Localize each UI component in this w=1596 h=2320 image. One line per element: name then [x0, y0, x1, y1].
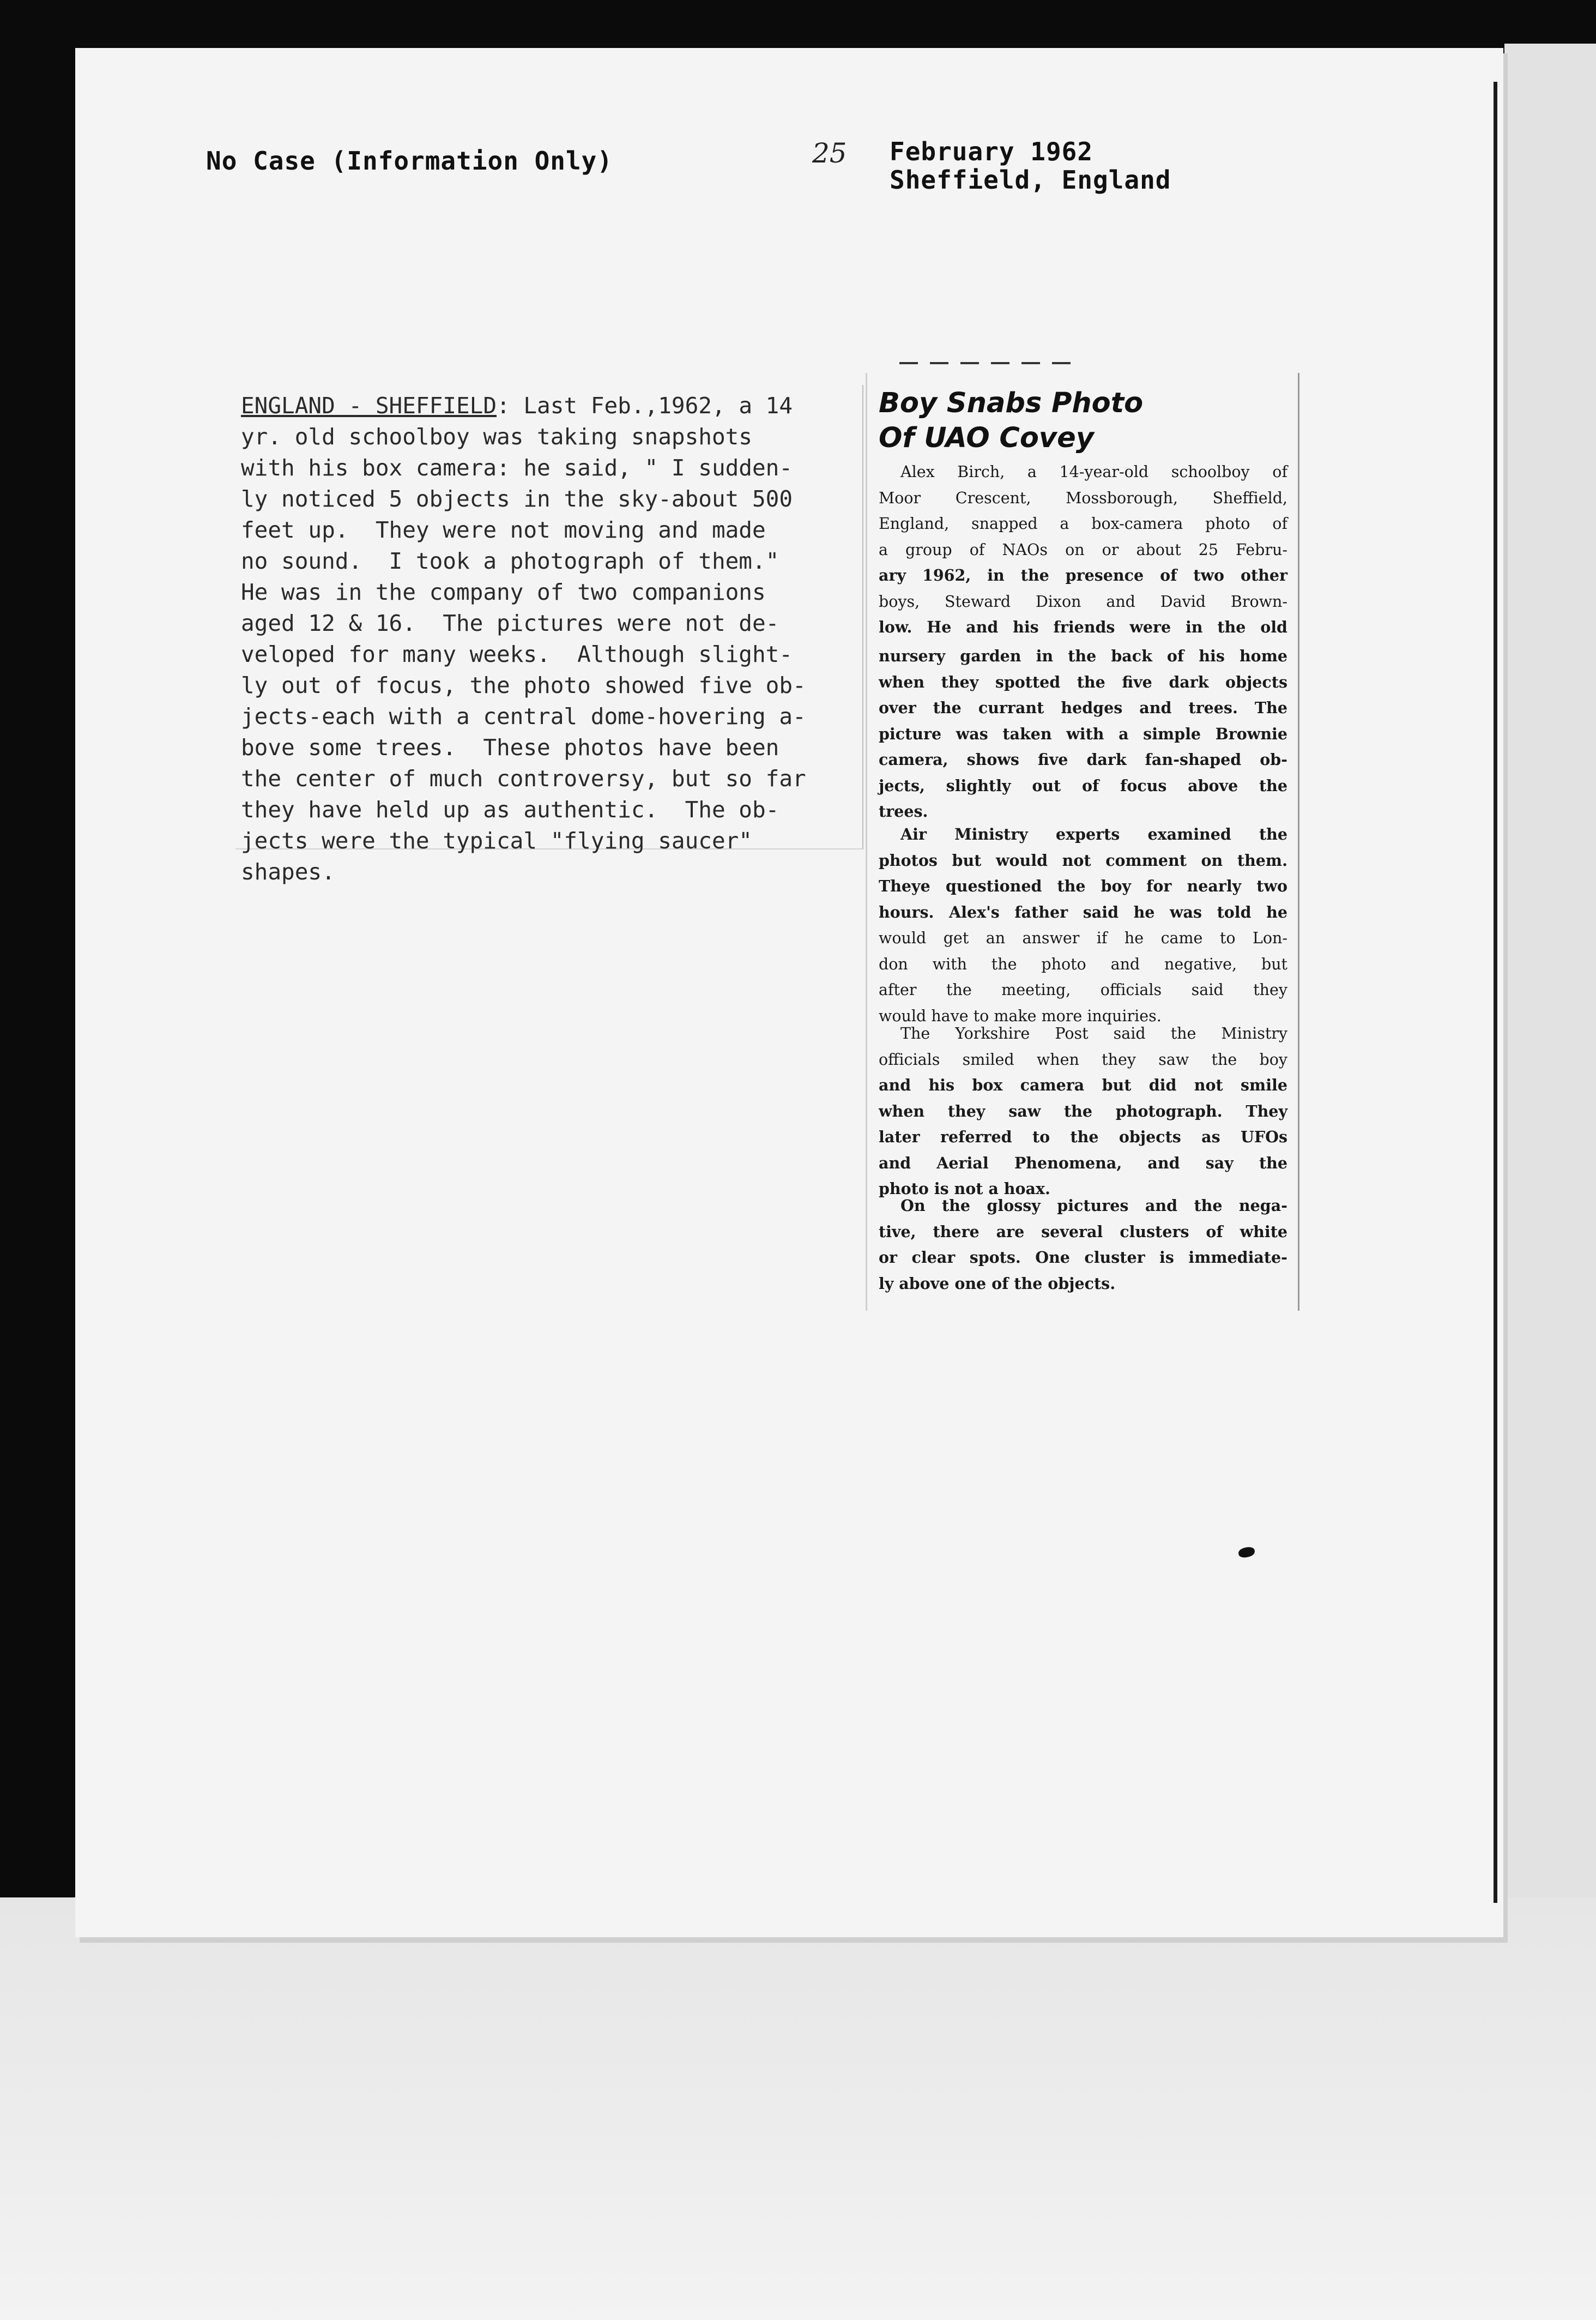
summary-line: with his box camera: he said, " I sudden-	[241, 455, 793, 481]
clipping-headline	[879, 386, 1293, 456]
summary-lead: ENGLAND - SHEFFIELD	[241, 393, 497, 419]
report-date: February 1962	[890, 137, 1093, 166]
summary-line: jects-each with a central dome-hovering a-	[241, 703, 806, 730]
clipping-top-rule	[899, 362, 1079, 364]
clipping-paragraph-1b: nursery garden in the back of his home when they spotted the five dark objects over the currant hedges and trees. The picture was taken with a simple Brownie camera, shows five dark fan-shaped ob- jects, slightly out of focus above the trees.	[879, 647, 1287, 821]
summary-line: bove some trees. These photos have been	[241, 734, 779, 761]
handwritten-day: 25	[812, 137, 847, 169]
summary-line: they have held up as authentic. The ob-	[241, 797, 779, 823]
clipping-paragraph-2: Air Ministry experts examined the photos but would not comment on them. Theye questioned the boy for nearly two hours. Alex's father said he was told he would get an answer if he came to Lon- don with the photo and negative, but after the meeting, officials said they would have to make more inquiries.	[879, 825, 1287, 1025]
summary-line: veloped for many weeks. Although slight-	[241, 641, 793, 667]
headline-line: Boy Snabs Photo	[879, 387, 1144, 419]
summary-line: yr. old schoolboy was taking snapshots	[241, 424, 752, 450]
summary-line: shapes.	[241, 859, 335, 885]
summary-line: aged 12 & 16. The pictures were not de-	[241, 610, 779, 636]
summary-line: He was in the company of two companions	[241, 579, 766, 605]
clipping-paragraph-1: Alex Birch, a 14-year-old schoolboy of Moor Crescent, Mossborough, Sheffield, England, snapped a box-camera photo of a group of NAOs on or about 25 Febru- ary 1962, in the presence of two other boys, Steward Dixon and David Brown- low. He and his friends were in the old	[879, 463, 1287, 636]
typed-summary	[241, 390, 868, 888]
case-status: No Case (Information Only)	[206, 146, 613, 176]
date-location-block	[890, 137, 1171, 194]
summary-line: ENGLAND - SHEFFIELD: Last Feb.,1962, a 14	[241, 393, 793, 419]
summary-line: the center of much controversy, but so far	[241, 766, 806, 792]
summary-line: ly noticed 5 objects in the sky-about 500	[241, 486, 793, 512]
clipping-paragraph-4: On the glossy pictures and the nega- tive, there are several clusters of white or clear spots. One cluster is immediate- ly above one of the objects.	[879, 1196, 1287, 1293]
clipping-paragraph-3: The Yorkshire Post said the Ministry officials smiled when they saw the boy and his box camera but did not smile when they saw the photograph. They later referred to the objects as UFOs and Aerial Phenomena, and say the photo is not a hoax.	[879, 1025, 1287, 1198]
headline-line: Of UAO Covey	[879, 422, 1094, 454]
report-location: Sheffield, England	[890, 165, 1171, 195]
summary-line: jects were the typical "flying saucer"	[241, 828, 752, 854]
page-edge-line	[1494, 82, 1497, 1903]
summary-line: no sound. I took a photograph of them."	[241, 548, 779, 574]
summary-line: feet up. They were not moving and made	[241, 517, 766, 543]
adjacent-page-shadow	[1504, 44, 1596, 1908]
lower-scan-area	[0, 1897, 1596, 2320]
summary-line: ly out of focus, the photo showed five ob-	[241, 672, 806, 698]
